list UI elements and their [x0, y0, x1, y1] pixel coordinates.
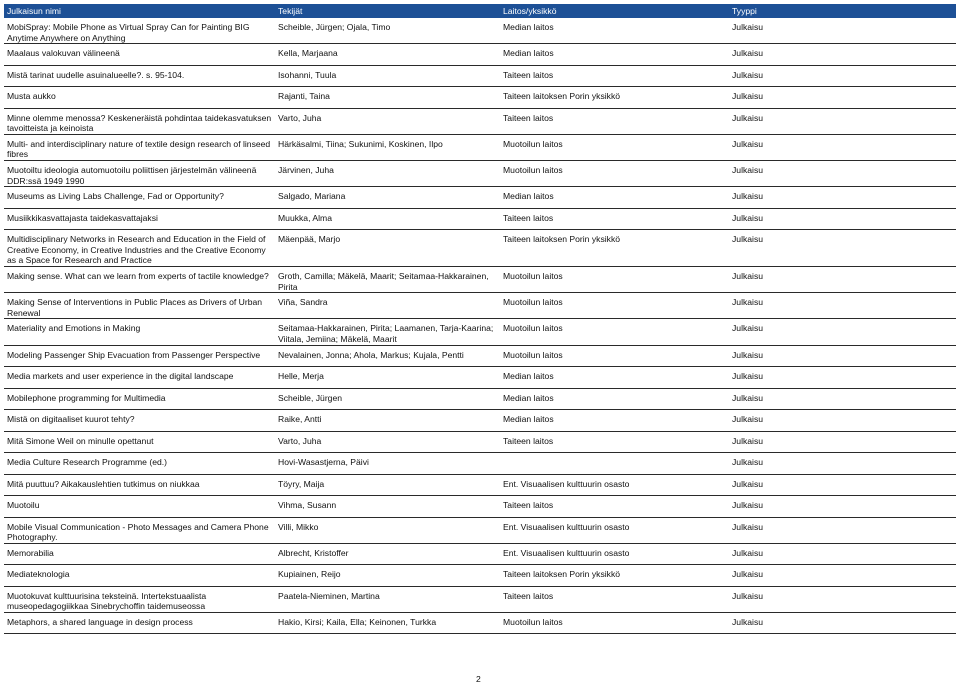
cell-type: Julkaisu	[729, 164, 956, 187]
cell-department: Median laitos	[500, 21, 729, 44]
cell-type: Julkaisu	[729, 456, 956, 474]
table-row	[4, 322, 956, 345]
cell-type: Julkaisu	[729, 212, 956, 230]
cell-department: Muotoilun laitos	[500, 349, 729, 367]
cell-type: Julkaisu	[729, 370, 956, 388]
cell-type: Julkaisu	[729, 296, 956, 319]
cell-title: Mitä puuttuu? Aikakauslehtien tutkimus on niukkaa	[4, 478, 275, 496]
table-row	[4, 296, 956, 319]
cell-title: Making sense. What can we learn from experts of tactile knowledge?	[4, 270, 275, 293]
cell-authors: Seitamaa-Hakkarainen, Pirita; Laamanen, Tarja-Kaarina; Viitala, Jemiina; Mäkelä, Maarit	[275, 322, 500, 345]
cell-department: Muotoilun laitos	[500, 616, 729, 634]
cell-title: MobiSpray: Mobile Phone as Virtual Spray Can for Painting BIG Anytime Anywhere on Anything	[4, 21, 275, 44]
cell-title: Minne olemme menossa? Keskeneräistä pohdintaa taidekasvatuksen tavoitteista ja keinoista	[4, 112, 275, 135]
cell-authors: Kella, Marjaana	[275, 47, 500, 65]
cell-department	[500, 456, 729, 474]
cell-type: Julkaisu	[729, 349, 956, 367]
cell-department: Median laitos	[500, 392, 729, 410]
cell-type: Julkaisu	[729, 616, 956, 634]
table-row	[4, 590, 956, 613]
cell-title: Mitä Simone Weil on minulle opettanut	[4, 435, 275, 453]
cell-type: Julkaisu	[729, 47, 956, 65]
cell-authors: Scheible, Jürgen	[275, 392, 500, 410]
cell-title: Mobilephone programming for Multimedia	[4, 392, 275, 410]
table-row	[4, 521, 956, 544]
table-row	[4, 190, 956, 208]
column-header-department: Laitos/yksikkö	[500, 4, 729, 18]
cell-authors: Varto, Juha	[275, 435, 500, 453]
cell-type: Julkaisu	[729, 138, 956, 161]
cell-title: Muotoiltu ideologia automuotoilu poliittisen järjestelmän välineenä DDR:ssä 1949 1990	[4, 164, 275, 187]
cell-title: Media markets and user experience in the digital landscape	[4, 370, 275, 388]
cell-department: Ent. Visuaalisen kulttuurin osasto	[500, 521, 729, 544]
cell-department: Taiteen laitoksen Porin yksikkö	[500, 568, 729, 586]
table-body	[4, 18, 956, 634]
table-row	[4, 212, 956, 230]
table-row	[4, 370, 956, 388]
cell-type: Julkaisu	[729, 499, 956, 517]
cell-authors: Albrecht, Kristoffer	[275, 547, 500, 565]
cell-authors: Viña, Sandra	[275, 296, 500, 319]
cell-authors: Helle, Merja	[275, 370, 500, 388]
publication-table	[4, 4, 956, 634]
table-row	[4, 478, 956, 496]
column-header-authors: Tekijät	[275, 4, 500, 18]
cell-department: Taiteen laitos	[500, 435, 729, 453]
cell-department: Ent. Visuaalisen kulttuurin osasto	[500, 547, 729, 565]
cell-type: Julkaisu	[729, 435, 956, 453]
cell-authors: Härkäsalmi, Tiina; Sukunimi, Koskinen, Ilpo	[275, 138, 500, 161]
cell-authors: Kupiainen, Reijo	[275, 568, 500, 586]
cell-authors: Järvinen, Juha	[275, 164, 500, 187]
cell-authors: Muukka, Alma	[275, 212, 500, 230]
table-row	[4, 69, 956, 87]
cell-title: Making Sense of Interventions in Public Places as Drivers of Urban Renewal	[4, 296, 275, 319]
cell-type: Julkaisu	[729, 590, 956, 613]
cell-authors: Salgado, Mariana	[275, 190, 500, 208]
cell-title: Musta aukko	[4, 90, 275, 108]
cell-department: Muotoilun laitos	[500, 296, 729, 319]
table-row	[4, 233, 956, 266]
column-header-title: Julkaisun nimi	[4, 4, 275, 18]
table-header-row	[4, 4, 956, 18]
cell-type: Julkaisu	[729, 112, 956, 135]
cell-type: Julkaisu	[729, 413, 956, 431]
table-row	[4, 456, 956, 474]
cell-authors: Scheible, Jürgen; Ojala, Timo	[275, 21, 500, 44]
table-row	[4, 392, 956, 410]
cell-department: Taiteen laitoksen Porin yksikkö	[500, 90, 729, 108]
cell-authors: Villi, Mikko	[275, 521, 500, 544]
cell-authors: Nevalainen, Jonna; Ahola, Markus; Kujala, Pentti	[275, 349, 500, 367]
cell-type: Julkaisu	[729, 270, 956, 293]
cell-department: Muotoilun laitos	[500, 322, 729, 345]
cell-type: Julkaisu	[729, 322, 956, 345]
cell-authors: Vihma, Susann	[275, 499, 500, 517]
cell-title: Modeling Passenger Ship Evacuation from Passenger Perspective	[4, 349, 275, 367]
cell-title: Metaphors, a shared language in design process	[4, 616, 275, 634]
cell-title: Mediateknologia	[4, 568, 275, 586]
cell-title: Media Culture Research Programme (ed.)	[4, 456, 275, 474]
publication-list-sheet	[4, 4, 956, 634]
cell-title: Multi- and interdisciplinary nature of textile design research of linseed fibres	[4, 138, 275, 161]
column-header-type: Tyyppi	[729, 4, 956, 18]
cell-type: Julkaisu	[729, 521, 956, 544]
cell-type: Julkaisu	[729, 69, 956, 87]
cell-department: Taiteen laitos	[500, 212, 729, 230]
cell-department: Median laitos	[500, 370, 729, 388]
table-row	[4, 413, 956, 431]
table-row	[4, 499, 956, 517]
table-row	[4, 616, 956, 634]
cell-title: Memorabilia	[4, 547, 275, 565]
table-row	[4, 47, 956, 65]
cell-department: Taiteen laitos	[500, 499, 729, 517]
table-row	[4, 138, 956, 161]
table-row	[4, 435, 956, 453]
table-row	[4, 90, 956, 108]
cell-title: Materiality and Emotions in Making	[4, 322, 275, 345]
cell-department: Muotoilun laitos	[500, 138, 729, 161]
cell-authors: Isohanni, Tuula	[275, 69, 500, 87]
cell-department: Taiteen laitos	[500, 590, 729, 613]
cell-authors: Töyry, Maija	[275, 478, 500, 496]
cell-title: Muotoilu	[4, 499, 275, 517]
cell-title: Muotokuvat kulttuurisina teksteinä. Intertekstuaalista museopedagogiikkaa Sinebrychoffin taidemuseossa	[4, 590, 275, 613]
cell-type: Julkaisu	[729, 190, 956, 208]
cell-authors: Mäenpää, Marjo	[275, 233, 500, 266]
cell-department: Muotoilun laitos	[500, 164, 729, 187]
cell-department: Taiteen laitos	[500, 112, 729, 135]
cell-department: Muotoilun laitos	[500, 270, 729, 293]
table-row	[4, 21, 956, 44]
cell-authors: Raike, Antti	[275, 413, 500, 431]
cell-department: Ent. Visuaalisen kulttuurin osasto	[500, 478, 729, 496]
table-row	[4, 349, 956, 367]
cell-type: Julkaisu	[729, 568, 956, 586]
cell-title: Multidisciplinary Networks in Research and Education in the Field of Creative Economy, in Creative Industries and the Creative Economy as a Space for Research and Practice	[4, 233, 275, 266]
cell-title: Musiikkikasvattajasta taidekasvattajaksi	[4, 212, 275, 230]
cell-authors: Varto, Juha	[275, 112, 500, 135]
page-number: 2	[476, 674, 481, 684]
cell-type: Julkaisu	[729, 21, 956, 44]
cell-type: Julkaisu	[729, 478, 956, 496]
cell-authors: Groth, Camilla; Mäkelä, Maarit; Seitamaa-Hakkarainen, Pirita	[275, 270, 500, 293]
cell-authors: Hakio, Kirsi; Kaila, Ella; Keinonen, Turkka	[275, 616, 500, 634]
table-row	[4, 568, 956, 586]
cell-type: Julkaisu	[729, 90, 956, 108]
cell-department: Median laitos	[500, 47, 729, 65]
cell-title: Mistä on digitaaliset kuurot tehty?	[4, 413, 275, 431]
cell-authors: Hovi-Wasastjerna, Päivi	[275, 456, 500, 474]
cell-department: Median laitos	[500, 190, 729, 208]
cell-authors: Rajanti, Taina	[275, 90, 500, 108]
table-row	[4, 270, 956, 293]
cell-department: Taiteen laitos	[500, 69, 729, 87]
table-row	[4, 164, 956, 187]
cell-title: Maalaus valokuvan välineenä	[4, 47, 275, 65]
cell-department: Median laitos	[500, 413, 729, 431]
cell-department: Taiteen laitoksen Porin yksikkö	[500, 233, 729, 266]
table-row	[4, 547, 956, 565]
cell-title: Museums as Living Labs Challenge, Fad or Opportunity?	[4, 190, 275, 208]
cell-title: Mobile Visual Communication - Photo Messages and Camera Phone Photography.	[4, 521, 275, 544]
table-row	[4, 112, 956, 135]
cell-title: Mistä tarinat uudelle asuinalueelle?. s. 95-104.	[4, 69, 275, 87]
cell-type: Julkaisu	[729, 233, 956, 266]
cell-type: Julkaisu	[729, 392, 956, 410]
cell-authors: Paatela-Nieminen, Martina	[275, 590, 500, 613]
cell-type: Julkaisu	[729, 547, 956, 565]
